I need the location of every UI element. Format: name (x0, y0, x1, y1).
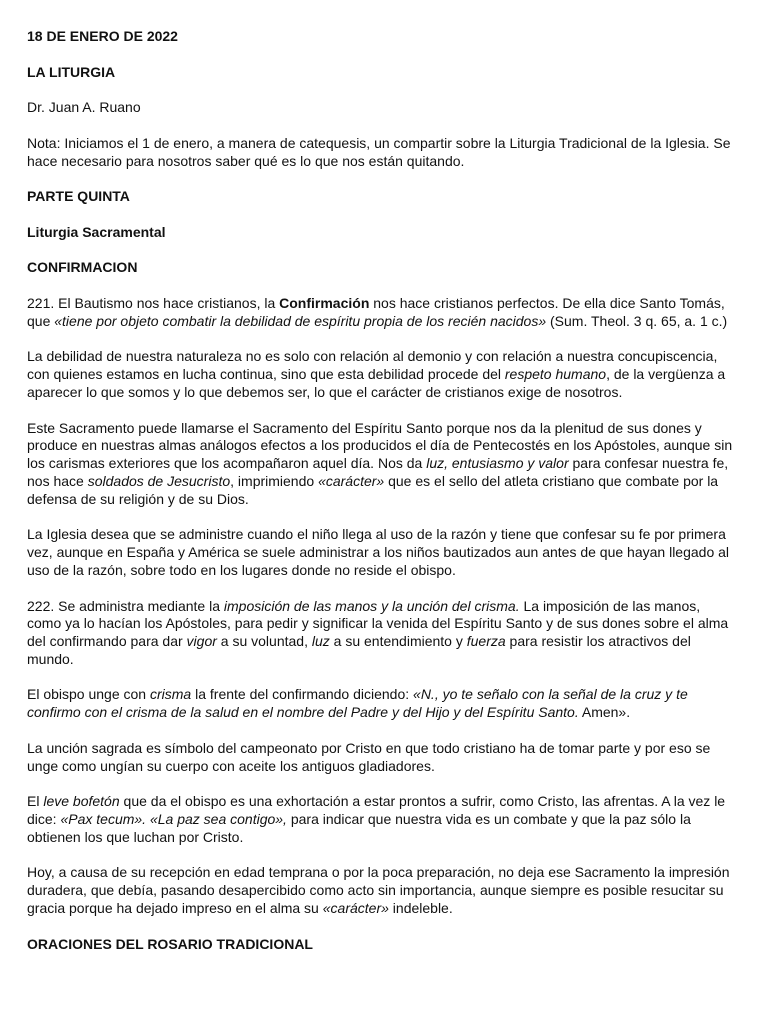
body-paragraph-church-age (27, 526, 738, 579)
text-run: La debilidad de nuestra naturaleza no es solo con relación al demonio y con relación a nuestra concupiscencia, con quienes estamos en lucha continua, sino que esta debilidad procede del (27, 348, 718, 383)
text-run: que es el sello del atleta cristiano que combate por la defensa de su religión y de su Dios. (27, 472, 719, 507)
italic-phrase: «carácter» (322, 900, 389, 917)
body-paragraph-unction (27, 740, 738, 776)
body-paragraph-holy-spirit (27, 420, 738, 509)
italic-phrase: luz (311, 633, 330, 650)
text-run: indeleble. (388, 900, 453, 917)
italic-phrase: «carácter» (318, 472, 385, 489)
body-paragraph-weakness (27, 348, 738, 401)
bold-term: Confirmación (279, 294, 370, 311)
text-run: la frente del confirmando diciendo: (191, 686, 414, 703)
text-run: 222. Se administra mediante la (27, 597, 224, 614)
text-run: Este Sacramento puede llamarse el Sacramento del Espíritu Santo porque nos da la plenitud de sus dones y produce en nuestras almas análogos efectos a los producidos el día de Pentecostés en los Apóstoles, aunque sin los carismas exteriores que los acompañaron aquel día. Nos da (27, 419, 733, 472)
body-paragraph-222 (27, 598, 738, 669)
text-run: Hoy, a causa de su recepción en edad temprana o por la poca preparación, no deja ese Sacramento la impresión duradera, que debía, pasando desapercibido como acto sin importancia, aunque siempre es posible resucitar su gracia porque ha dejado impreso en el alma su (27, 864, 730, 917)
body-paragraph-anointing (27, 686, 738, 722)
text-run: 221. El Bautismo nos hace cristianos, la (27, 294, 280, 311)
italic-phrase: «tiene por objeto combatir la debilidad de espíritu propia de los recién nacidos» (54, 312, 547, 329)
text-run: , de la vergüenza a aparecer lo que somos y lo que debemos ser, lo que el carácter de cristianos exige de nosotros. (27, 366, 726, 400)
text-run: La unción sagrada es símbolo del campeonato por Cristo en que todo cristiano ha de tomar parte y por eso se unge como ungían su cuerpo con aceite los antiguos gladiadores. (27, 739, 711, 774)
body-paragraph-slap (27, 793, 738, 846)
italic-phrase: soldados de Jesucristo (87, 472, 231, 489)
italic-phrase: crisma (149, 686, 192, 703)
italic-phrase: fuerza (466, 633, 506, 650)
italic-phrase: vigor (186, 633, 217, 650)
text-run: para confesar nuestra fe, nos hace (27, 455, 729, 489)
italic-phrase: «N., yo te señalo con la señal de la cruz y te confirmo con el crisma de la salud en el nombre del Padre y del Hijo y del Espíritu Santo. (27, 686, 688, 721)
text-run: , imprimiendo (230, 472, 319, 489)
part-heading: PARTE QUINTA (27, 188, 130, 205)
section-heading: CONFIRMACION (27, 259, 138, 276)
italic-phrase: «Pax tecum». «La paz sea contigo», (60, 811, 287, 828)
text-run: Amen». (578, 704, 631, 721)
italic-phrase: luz, entusiasmo y valor (426, 455, 569, 472)
document-title: LA LITURGIA (27, 63, 116, 80)
body-paragraph-221 (27, 295, 738, 331)
italic-phrase: leve bofetón (43, 793, 120, 810)
text-run: La imposición de las manos, como ya lo hacían los Apóstoles, para pedir y significar la venida del Espíritu Santo y de sus dones sobre el alma del confirmando para dar (27, 597, 729, 650)
text-run: (Sum. Theol. 3 q. 65, a. 1 c.) (546, 312, 728, 329)
author-line: Dr. Juan A. Ruano (27, 99, 141, 116)
section-subtitle: Liturgia Sacramental (27, 223, 166, 240)
text-run: para indicar que nuestra vida es un combate y que la paz sólo la obtienen los que luchan por Cristo. (27, 811, 691, 845)
text-run: a su voluntad, (216, 633, 312, 650)
text-run: El (27, 793, 44, 810)
italic-phrase: imposición de las manos y la unción del crisma. (223, 597, 520, 614)
document-date: 18 DE ENERO DE 2022 (27, 28, 178, 44)
text-run: El obispo unge con (27, 686, 150, 703)
text-run: nos hace cristianos perfectos. De ella dice Santo Tomás, que (27, 294, 725, 329)
text-run: a su entendimiento y (329, 633, 467, 650)
text-run: para resistir los atractivos del mundo. (27, 633, 691, 667)
text-run: que da el obispo es una exhortación a estar prontos a sufrir, como Cristo, las afrentas. A la vez le dice: (27, 793, 726, 828)
italic-phrase: respeto humano (504, 366, 607, 383)
rosary-heading: ORACIONES DEL ROSARIO TRADICIONAL (27, 935, 313, 952)
body-paragraph-today (27, 864, 738, 917)
text-run: La Iglesia desea que se administre cuando el niño llega al uso de la razón y tiene que confesar su fe por primera vez, aunque en España y América se suele administrar a los niños bautizados aun antes de que hayan llegado al uso de la razón, sobre todo en los lugares donde no reside el obispo. (27, 526, 730, 578)
note-paragraph: Nota: Iniciamos el 1 de enero, a manera de catequesis, un compartir sobre la Liturgia Tradicional de la Iglesia. Se hace necesario para nosotros saber qué es lo que nos están quitando. (27, 134, 731, 169)
